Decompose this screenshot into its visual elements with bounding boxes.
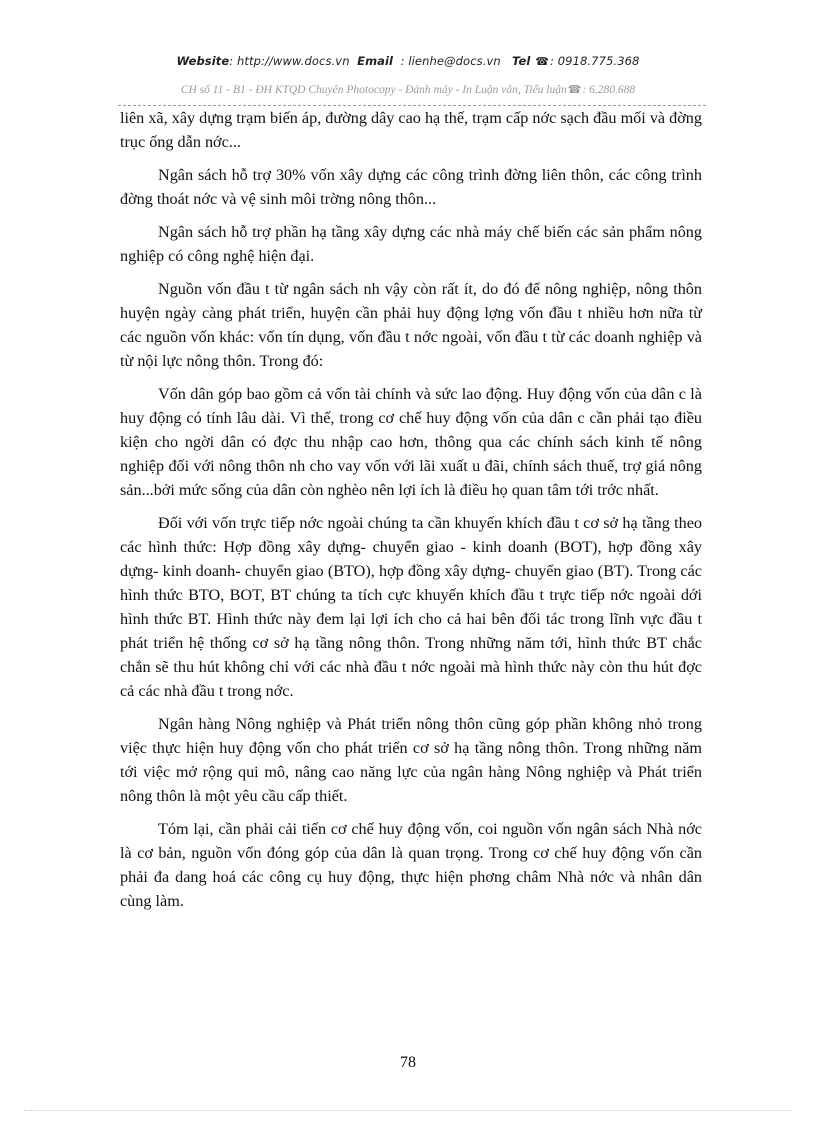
phone-icon: ☎ <box>567 84 582 96</box>
website-label: Website <box>176 54 230 68</box>
phone-icon: ☎ <box>535 55 550 68</box>
paragraph-4: Nguồn vốn đầu t từ ngân sách nh vậy còn rất ít, do đó để nông nghiệp, nông thôn huyện ngày càng phát triển, huyện cần phải huy động lợng vốn đầu t nhiều hơn nữa từ các nguồn vốn khác: vốn tín dụng, vốn đầu t nớc ngoài, vốn đầu t từ các doanh nghiệp và từ nội lực nông thôn. Trong đó: <box>120 280 702 370</box>
paragraph-5: Vốn dân góp bao gồm cả vốn tài chính và sức lao động. Huy động vốn của dân c là huy động có tính lâu dài. Vì thế, trong cơ chế huy động vốn của dân c cần phải tạo điều kiện cho ngời dân có đợc thu nhập cao hơn, thông qua các chính sách kinh tế nông nghiệp đối với nông thôn nh cho vay vốn với lãi xuất u đãi, chính sách thuế, trợ giá nông sản...bởi mức sống của dân còn nghèo nên lợi ích là điều họ quan tâm tới trớc nhất. <box>120 385 702 499</box>
tel-value: : 0918.775.368 <box>550 54 640 68</box>
email-value: : lienhe@docs.vn <box>400 54 501 68</box>
header-address: CH số 11 - B1 - ĐH KTQD Chuyên Photocopy - Đánh máy - In Luận văn, Tiểu luận <box>180 84 567 96</box>
header-contact-line <box>0 52 816 70</box>
page-number: 78 <box>400 1054 416 1071</box>
tel-label: Tel <box>512 54 531 68</box>
paragraph-7: Ngân hàng Nông nghiệp và Phát triển nông thôn cũng góp phần không nhỏ trong việc thực hiện huy động vốn cho phát triển cơ sở hạ tầng nông thôn. Trong những năm tới việc mở rộng qui mô, nâng cao năng lực của ngân hàng Nông nghiệp và Phát triển nông thôn là một yêu cầu cấp thiết. <box>120 715 702 805</box>
header-address-line <box>0 82 816 98</box>
footer-divider <box>24 1110 792 1111</box>
paragraph-8: Tóm lại, cần phải cải tiến cơ chế huy động vốn, coi nguồn vốn ngân sách Nhà nớc là cơ bản, nguồn vốn đóng góp của dân là quan trọng. Trong cơ chế huy động vốn cần phải đa dang hoá các công cụ huy động, thực hiện phơng châm Nhà nớc và nhân dân cùng làm. <box>120 820 702 910</box>
document-body <box>120 106 702 922</box>
paragraph-6: Đối với vốn trực tiếp nớc ngoài chúng ta cần khuyến khích đầu t cơ sở hạ tầng theo các hình thức: Hợp đồng xây dựng- chuyển giao - kinh doanh (BOT), hợp đồng xây dựng- kinh doanh- chuyển giao (BTO), hợp đồng xây dựng- chuyển giao (BT). Trong các hình thức BTO, BOT, BT chúng ta tích cực khuyến khích đầu t trực tiếp nớc ngoài dới hình thức BT. Hình thức này đem lại lợi ích cho cả hai bên đối tác trong lĩnh vực đầu t phát triển hệ thống cơ sở hạ tầng nông thôn. Trong những năm tới, hình thức BT chắc chắn sẽ thu hút không chỉ với các nhà đầu t nớc ngoài mà hình thức này còn thu hút đợc cả các nhà đầu t trong nớc. <box>120 514 702 700</box>
paragraph-3: Ngân sách hỗ trợ phần hạ tầng xây dựng các nhà máy chế biến các sản phẩm nông nghiệp có công nghệ hiện đại. <box>120 223 702 265</box>
header-address-phone: : 6.280.688 <box>582 84 636 96</box>
paragraph-1: liên xã, xây dựng trạm biến áp, đường dây cao hạ thế, trạm cấp nớc sạch đầu mối và đờng trục ống dẫn nớc... <box>120 109 702 151</box>
website-url: : http://www.docs.vn <box>229 54 350 68</box>
page-header <box>0 52 816 98</box>
email-label: Email <box>357 54 394 68</box>
paragraph-2: Ngân sách hỗ trợ 30% vốn xây dựng các công trình đờng liên thôn, các công trình đờng thoát nớc và vệ sinh môi trờng nông thôn... <box>120 166 702 208</box>
